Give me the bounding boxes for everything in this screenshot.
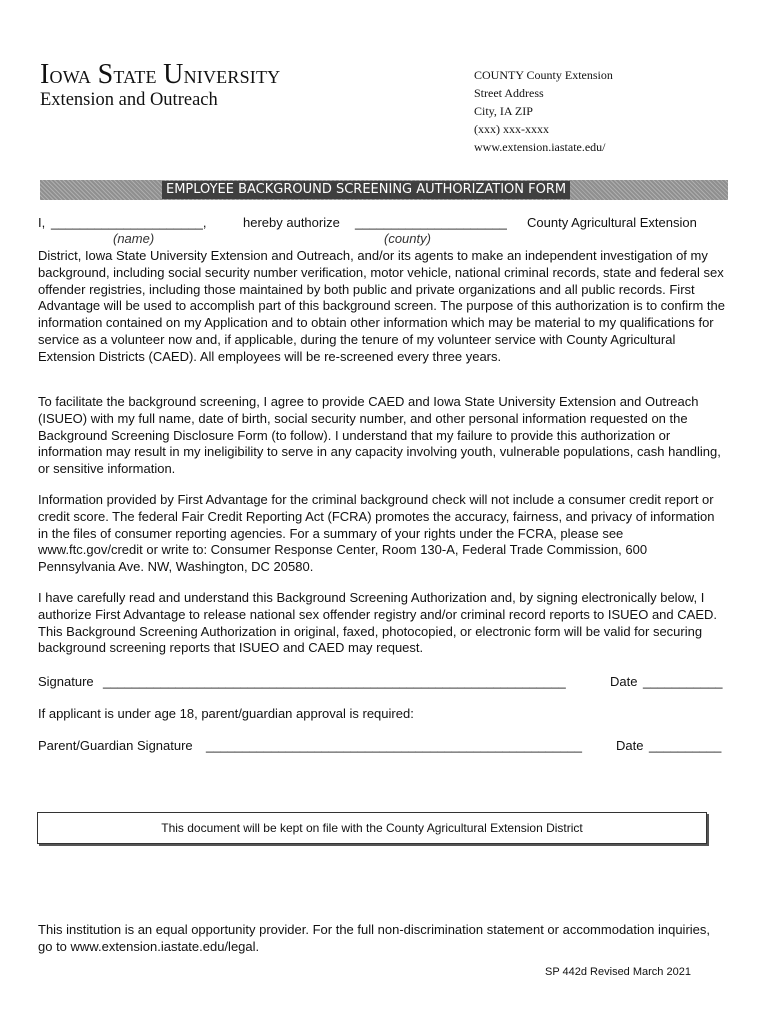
form-title: EMPLOYEE BACKGROUND SCREENING AUTHORIZATION FORM (162, 181, 570, 199)
parent-signature-label: Parent/Guardian Signature (38, 738, 193, 753)
logo-university-name: Iowa State University (40, 59, 281, 90)
address-website: www.extension.iastate.edu/ (474, 140, 606, 154)
address-street: Street Address (474, 86, 544, 100)
signature-label: Signature (38, 674, 94, 689)
form-revision-id: SP 442d Revised March 2021 (545, 966, 691, 978)
minor-approval-note: If applicant is under age 18, parent/guardian approval is required: (38, 706, 414, 721)
authorize-suffix: County Agricultural Extension (527, 215, 697, 230)
university-logo (40, 59, 360, 111)
signature-field[interactable]: ________________________________________________________________ (103, 674, 566, 689)
file-notice-box (37, 812, 707, 844)
authorize-prefix: I, (38, 215, 46, 230)
signature-date-field[interactable]: ___________ (643, 674, 723, 689)
address-city: City, IA ZIP (474, 104, 533, 118)
county-field-label: (county) (384, 231, 431, 246)
file-notice-text: This document will be kept on file with the County Agricultural Extension District (161, 821, 583, 835)
office-address (474, 66, 613, 156)
paragraph-fcra: Information provided by First Advantage for the criminal background check will not include a consumer credit report or credit score. The federal Fair Credit Reporting Act (FCRA) promotes the accuracy, fairness, and privacy of information in the files of consumer reporting agencies. For a summary of your rights under the FCRA, please see www.ftc.gov/credit or write to: Consumer Response Center, Room 130-A, Federal Trade Commission, 600 Pennsylvania Ave. NW, Washington, DC 20580. (38, 492, 715, 575)
paragraph-facilitation: To facilitate the background screening, I agree to provide CAED and Iowa State University Extension and Outreach (ISUEO) with my full name, date of birth, social security number, and other personal information requested on the Background Screening Disclosure Form (to follow). I understand that my failure to provide this authorization or information may result in my ineligibility to serve in any capacity involving youth, vulnerable populations, cash handling, or sensitive information. (38, 394, 721, 477)
signature-date-label: Date (610, 674, 638, 689)
parent-date-field[interactable]: __________ (649, 738, 722, 753)
address-phone: (xxx) xxx-xxxx (474, 122, 549, 136)
parent-date-label: Date (616, 738, 644, 753)
parent-signature-field[interactable]: ____________________________________________________ (206, 738, 582, 753)
paragraph-consent: I have carefully read and understand this Background Screening Authorization and, by signing electronically below, I authorize First Advantage to release national sex offender registry and/or criminal record reports to ISUEO and CAED. This Background Screening Authorization in original, faxed, photocopied, or electronic form will be valid for securing background screening reports that ISUEO and CAED may request. (38, 590, 717, 656)
paragraph-authorization: District, Iowa State University Extension and Outreach, and/or its agents to make an independent investigation of my background, including social security number verification, motor vehicle, national criminal records, state and federal sex offender registries, including those maintained by both public and private organizations and all public records. First Advantage will be used to accomplish part of this background screen. The purpose of this authorization is to confirm the information contained on my Application and to obtain other information which may be material to my qualifications for service as a volunteer now and, if applicable, during the tenure of my volunteer service with County Agricultural Extension Districts (CAED). All employees will be re-screened every three years. (38, 248, 725, 364)
authorize-middle-text: hereby authorize (243, 215, 340, 230)
form-title-bar (40, 180, 728, 200)
logo-unit-name: Extension and Outreach (40, 90, 218, 110)
address-county: COUNTY County Extension (474, 68, 613, 82)
name-field-label: (name) (113, 231, 155, 246)
name-field[interactable]: _____________________, (51, 215, 207, 230)
equal-opportunity-statement: This institution is an equal opportunity provider. For the full non-discrimination statement or accommodation inquiries, go to www.extension.iastate.edu/legal. (38, 922, 711, 954)
county-field[interactable]: _____________________ (355, 215, 507, 230)
